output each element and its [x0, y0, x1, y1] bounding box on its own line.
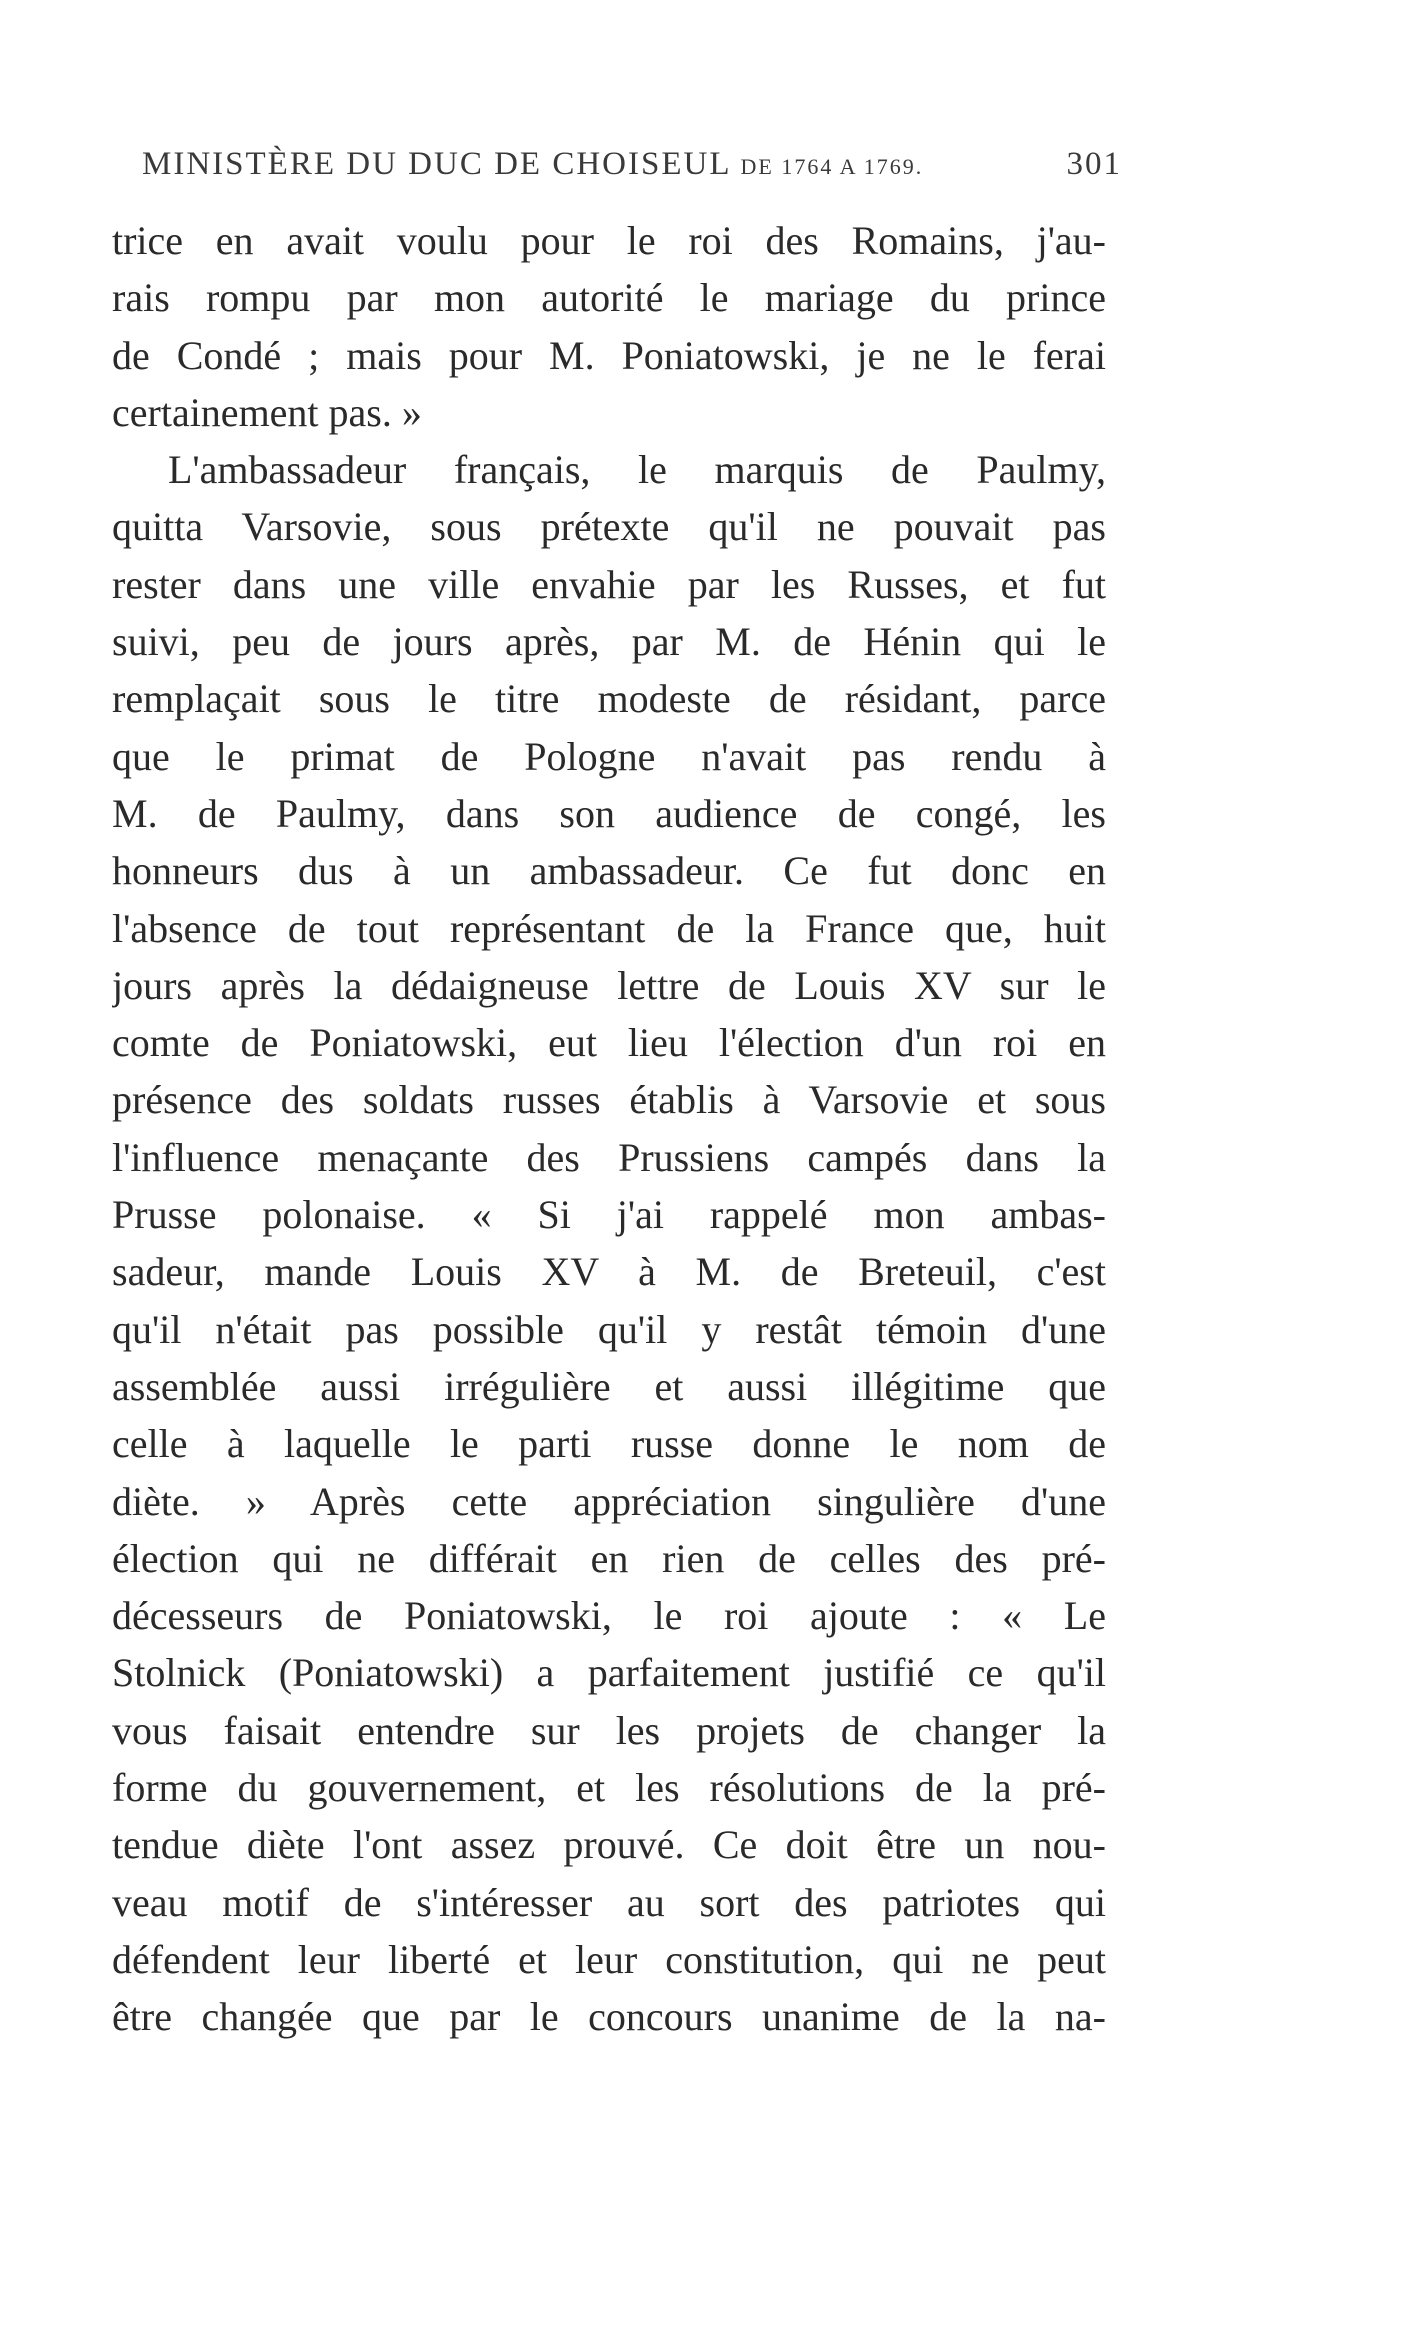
text-line: l'absence de tout représentant de la France que, huit [112, 905, 1106, 951]
text-line: remplaçait sous le titre modeste de résidant, parce [112, 676, 1106, 722]
running-head-title-main: MINISTÈRE DU DUC DE CHOISEUL [142, 146, 731, 182]
text-line: qu'il n'était pas possible qu'il y restât témoin d'une [112, 1306, 1106, 1352]
body-text [112, 212, 1106, 2046]
text-line: forme du gouvernement, et les résolutions de la pré- [112, 1765, 1106, 1811]
page-number: 301 [1066, 146, 1122, 182]
running-head [142, 146, 1122, 206]
text-line: décesseurs de Poniatowski, le roi ajoute : « Le [112, 1593, 1106, 1639]
text-line: rais rompu par mon autorité le mariage du prince [112, 275, 1106, 321]
text-line: L'ambassadeur français, le marquis de Paulmy, [168, 447, 1106, 493]
text-line: tendue diète l'ont assez prouvé. Ce doit être un nou- [112, 1822, 1106, 1868]
text-line: celle à laquelle le parti russe donne le nom de [112, 1421, 1106, 1467]
text-line: présence des soldats russes établis à Varsovie et sous [112, 1077, 1106, 1123]
text-line: assemblée aussi irrégulière et aussi illégitime que [112, 1363, 1106, 1409]
text-line: vous faisait entendre sur les projets de changer la [112, 1707, 1106, 1753]
text-line: rester dans une ville envahie par les Russes, et fut [112, 561, 1106, 607]
text-line: être changée que par le concours unanime de la na- [112, 1994, 1106, 2040]
text-line: suivi, peu de jours après, par M. de Hénin qui le [112, 619, 1106, 665]
text-line: quitta Varsovie, sous prétexte qu'il ne pouvait pas [112, 504, 1106, 550]
text-line: honneurs dus à un ambassadeur. Ce fut donc en [112, 848, 1106, 894]
text-line: Stolnick (Poniatowski) a parfaitement justifié ce qu'il [112, 1650, 1106, 1696]
text-line: diète. » Après cette appréciation singulière d'une [112, 1478, 1106, 1524]
running-head-title-dates: DE 1764 A 1769. [740, 154, 924, 179]
text-line: M. de Paulmy, dans son audience de congé, les [112, 790, 1106, 836]
text-line: élection qui ne différait en rien de celles des pré- [112, 1535, 1106, 1581]
text-line: certainement pas. » [112, 389, 422, 435]
text-line: sadeur, mande Louis XV à M. de Breteuil, c'est [112, 1249, 1106, 1295]
text-line: Prusse polonaise. « Si j'ai rappelé mon ambas- [112, 1192, 1106, 1238]
text-line: jours après la dédaigneuse lettre de Louis XV sur le [112, 962, 1106, 1008]
text-line: veau motif de s'intéresser au sort des patriotes qui [112, 1879, 1106, 1925]
running-head-title [142, 146, 923, 183]
text-line: trice en avait voulu pour le roi des Romains, j'au- [112, 218, 1106, 263]
text-line: l'influence menaçante des Prussiens campés dans la [112, 1134, 1106, 1180]
text-line: que le primat de Pologne n'avait pas rendu à [112, 733, 1106, 779]
text-line: défendent leur liberté et leur constitution, qui ne peut [112, 1936, 1106, 1982]
text-line: de Condé ; mais pour M. Poniatowski, je ne le ferai [112, 332, 1106, 378]
text-line: comte de Poniatowski, eut lieu l'élection d'un roi en [112, 1020, 1106, 1066]
